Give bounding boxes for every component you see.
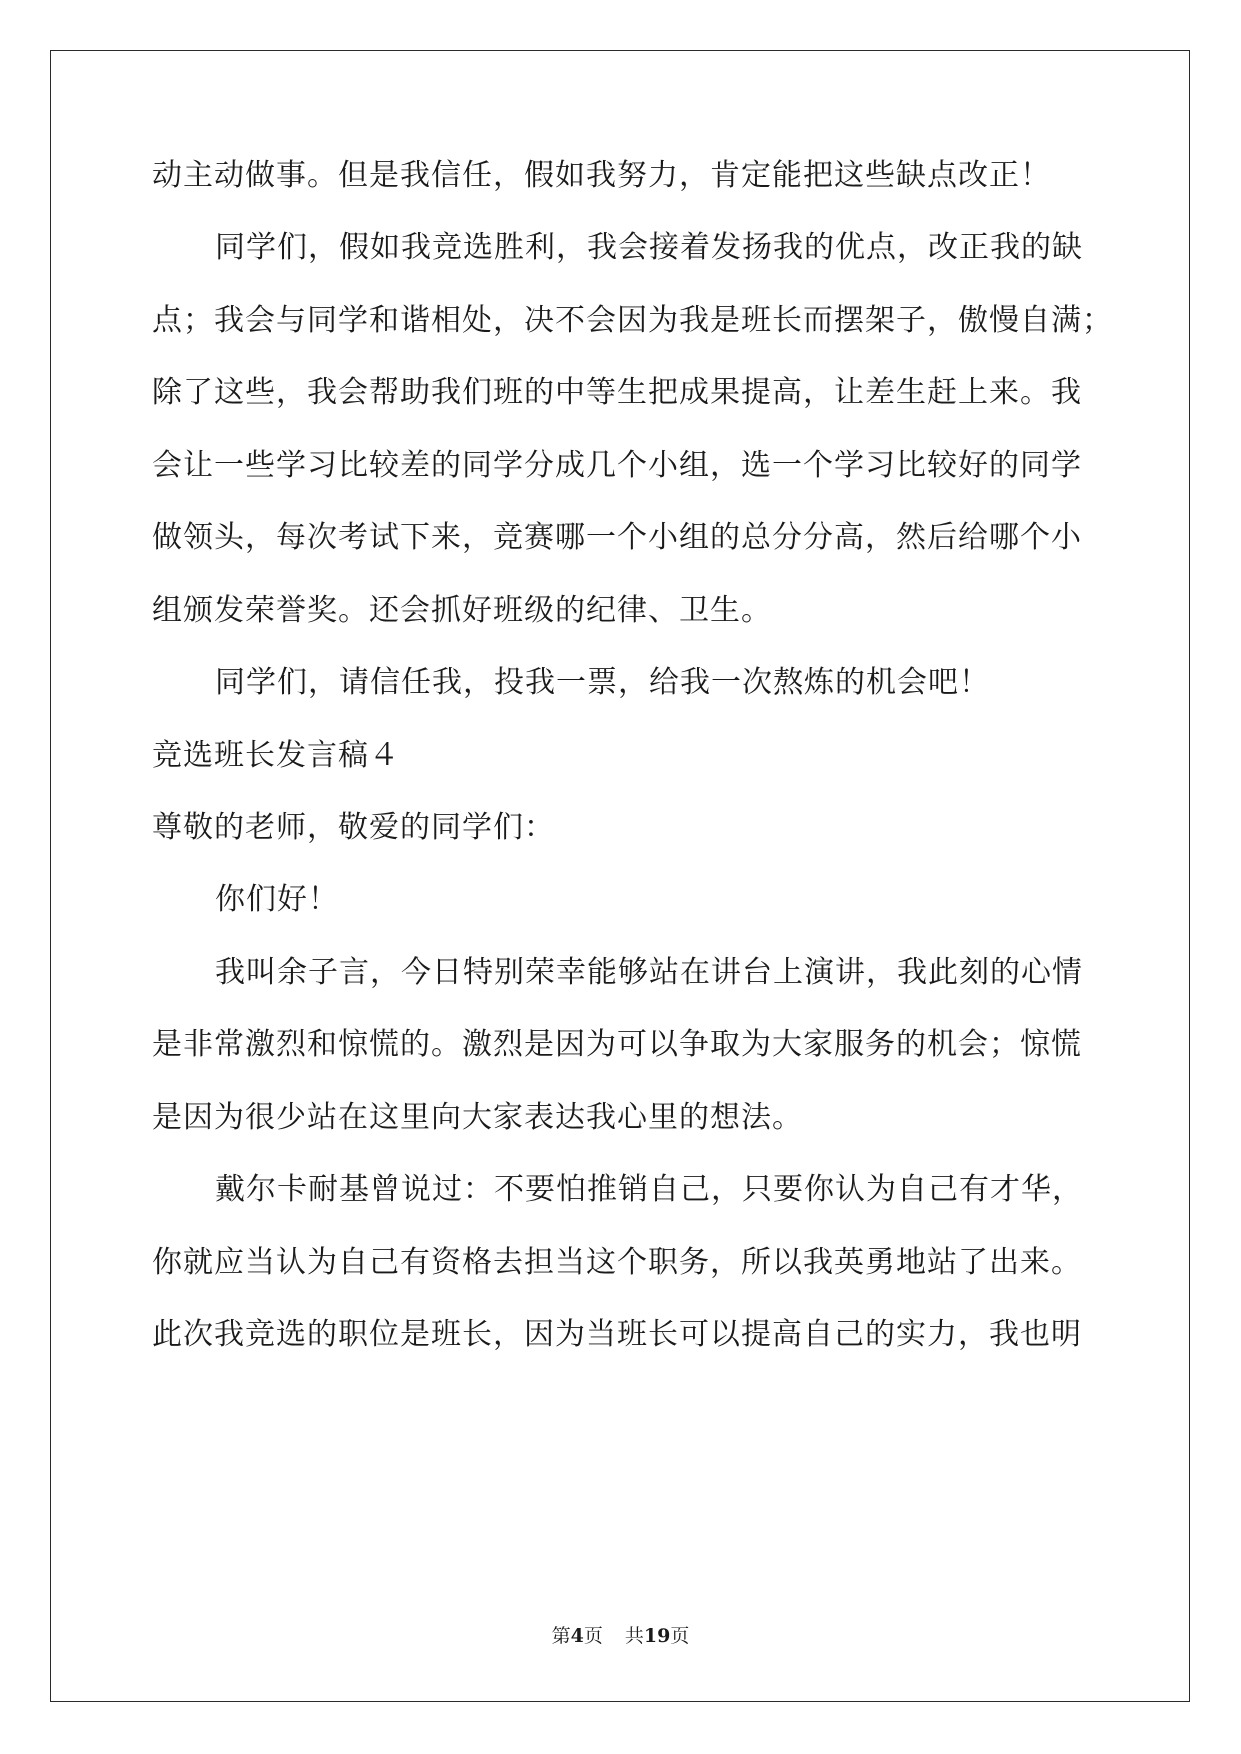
body-line: 是非常激烈和惊慌的。激烈是因为可以争取为大家服务的机会；惊慌 — [152, 1027, 1082, 1062]
body-line: 做领头，每次考试下来，竞赛哪一个小组的总分分高，然后给哪个小 — [152, 520, 1082, 555]
greeting: 你们好！ — [215, 882, 339, 917]
total-pages: 19 — [643, 1625, 671, 1647]
total-suffix: 页 — [670, 1625, 690, 1647]
section-heading: 竞选班长发言稿４ — [152, 738, 400, 773]
page-footer — [0, 1624, 1241, 1648]
body-line: 此次我竞选的职位是班长，因为当班长可以提高自己的实力，我也明 — [152, 1317, 1082, 1352]
body-line: 是因为很少站在这里向大家表达我心里的想法。 — [152, 1100, 803, 1135]
salutation: 尊敬的老师，敬爱的同学们： — [152, 810, 555, 845]
body-line: 会让一些学习比较差的同学分成几个小组，选一个学习比较好的同学 — [152, 448, 1082, 483]
body-line: 你就应当认为自己有资格去担当这个职务，所以我英勇地站了出来。 — [152, 1245, 1082, 1280]
page-suffix: 页 — [583, 1625, 603, 1647]
body-line: 点；我会与同学和谐相处，决不会因为我是班长而摆架子，傲慢自满； — [152, 303, 1113, 338]
body-line: 我叫余子言，今日特别荣幸能够站在讲台上演讲，我此刻的心情 — [215, 955, 1083, 990]
body-line: 戴尔卡耐基曾说过：不要怕推销自己，只要你认为自己有才华， — [215, 1172, 1083, 1207]
body-line: 动主动做事。但是我信任，假如我努力，肯定能把这些缺点改正！ — [152, 158, 1051, 193]
body-line: 除了这些，我会帮助我们班的中等生把成果提高，让差生赶上来。我 — [152, 375, 1082, 410]
body-line: 同学们，假如我竞选胜利，我会接着发扬我的优点，改正我的缺 — [215, 230, 1083, 265]
page-border — [50, 50, 1190, 1702]
page-prefix: 第 — [551, 1625, 571, 1647]
body-line: 同学们，请信任我，投我一票，给我一次熬炼的机会吧！ — [215, 665, 990, 700]
total-prefix: 共 — [624, 1625, 644, 1647]
page-number: 4 — [570, 1625, 584, 1647]
body-line: 组颁发荣誉奖。还会抓好班级的纪律、卫生。 — [152, 593, 772, 628]
